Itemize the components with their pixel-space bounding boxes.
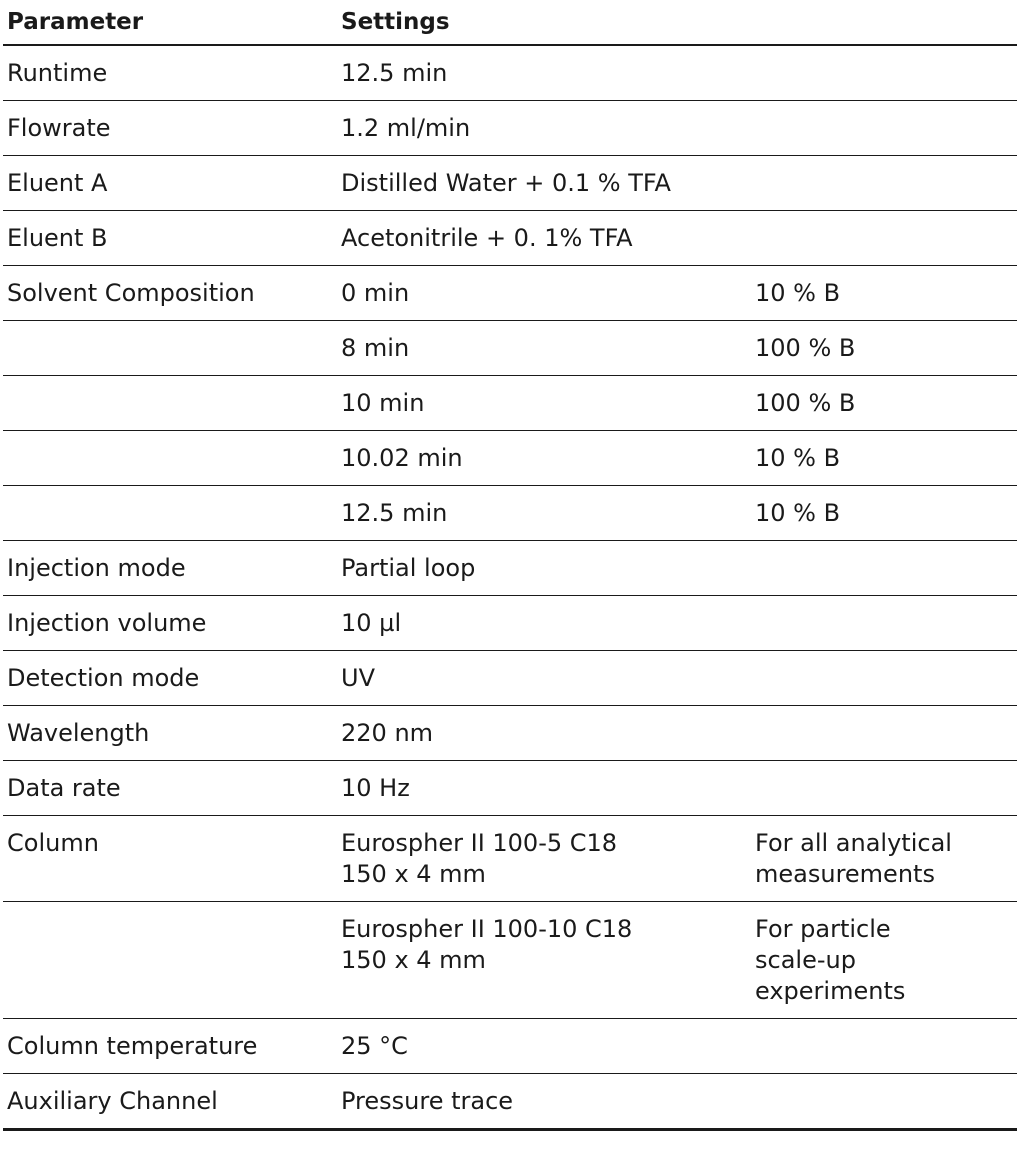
parameter-cell: Eluent A — [3, 156, 337, 211]
note-cell — [751, 1074, 1017, 1130]
parameter-cell: Wavelength — [3, 706, 337, 761]
column-header-extra — [751, 0, 1017, 45]
note-cell: For all analytical measurements — [751, 816, 1017, 902]
table-row — [3, 431, 1017, 486]
setting-cell: Eurospher II 100-10 C18 150 x 4 mm — [337, 902, 751, 1019]
parameter-cell: Column temperature — [3, 1019, 337, 1074]
note-cell — [751, 651, 1017, 706]
parameter-cell — [3, 486, 337, 541]
table-row — [3, 1019, 1017, 1074]
setting-cell: 10.02 min — [337, 431, 751, 486]
parameter-cell — [3, 376, 337, 431]
table-row — [3, 596, 1017, 651]
setting-cell: Distilled Water + 0.1 % TFA — [337, 156, 751, 211]
note-cell — [751, 761, 1017, 816]
table-row — [3, 651, 1017, 706]
setting-cell: Acetonitrile + 0. 1% TFA — [337, 211, 751, 266]
setting-cell: Eurospher II 100-5 C18 150 x 4 mm — [337, 816, 751, 902]
setting-cell: 25 °C — [337, 1019, 751, 1074]
note-cell — [751, 541, 1017, 596]
note-cell — [751, 211, 1017, 266]
note-cell: 100 % B — [751, 376, 1017, 431]
parameter-cell: Column — [3, 816, 337, 902]
setting-cell: 8 min — [337, 321, 751, 376]
table-row — [3, 761, 1017, 816]
note-cell: For particle scale-up experiments — [751, 902, 1017, 1019]
setting-cell: 10 µl — [337, 596, 751, 651]
table-row — [3, 541, 1017, 596]
setting-cell: 220 nm — [337, 706, 751, 761]
parameter-settings-table — [3, 0, 1017, 1131]
setting-cell: 1.2 ml/min — [337, 101, 751, 156]
setting-cell: Pressure trace — [337, 1074, 751, 1130]
setting-cell: 10 Hz — [337, 761, 751, 816]
table-row — [3, 376, 1017, 431]
note-cell — [751, 596, 1017, 651]
parameter-cell: Injection mode — [3, 541, 337, 596]
table-row — [3, 156, 1017, 211]
note-cell: 10 % B — [751, 266, 1017, 321]
note-cell: 10 % B — [751, 431, 1017, 486]
note-cell — [751, 101, 1017, 156]
note-cell: 10 % B — [751, 486, 1017, 541]
table-row — [3, 816, 1017, 902]
setting-cell: UV — [337, 651, 751, 706]
setting-cell: 10 min — [337, 376, 751, 431]
table-row — [3, 902, 1017, 1019]
column-header-settings: Settings — [337, 0, 751, 45]
setting-cell: Partial loop — [337, 541, 751, 596]
setting-cell: 12.5 min — [337, 45, 751, 101]
table-row — [3, 321, 1017, 376]
note-cell — [751, 45, 1017, 101]
parameter-cell: Injection volume — [3, 596, 337, 651]
setting-cell: 0 min — [337, 266, 751, 321]
table-row — [3, 706, 1017, 761]
table-row — [3, 45, 1017, 101]
parameter-cell — [3, 902, 337, 1019]
parameter-cell: Solvent Composition — [3, 266, 337, 321]
parameter-cell: Data rate — [3, 761, 337, 816]
table-row — [3, 486, 1017, 541]
note-cell — [751, 156, 1017, 211]
table-row — [3, 211, 1017, 266]
table-row — [3, 101, 1017, 156]
setting-cell: 12.5 min — [337, 486, 751, 541]
note-cell — [751, 1019, 1017, 1074]
table-row — [3, 266, 1017, 321]
parameter-cell: Eluent B — [3, 211, 337, 266]
note-cell — [751, 706, 1017, 761]
parameter-cell: Runtime — [3, 45, 337, 101]
parameter-cell — [3, 321, 337, 376]
parameter-cell: Auxiliary Channel — [3, 1074, 337, 1130]
note-cell: 100 % B — [751, 321, 1017, 376]
parameter-cell: Flowrate — [3, 101, 337, 156]
parameter-cell: Detection mode — [3, 651, 337, 706]
table-row — [3, 1074, 1017, 1130]
column-header-parameter: Parameter — [3, 0, 337, 45]
parameter-cell — [3, 431, 337, 486]
table-header-row — [3, 0, 1017, 45]
